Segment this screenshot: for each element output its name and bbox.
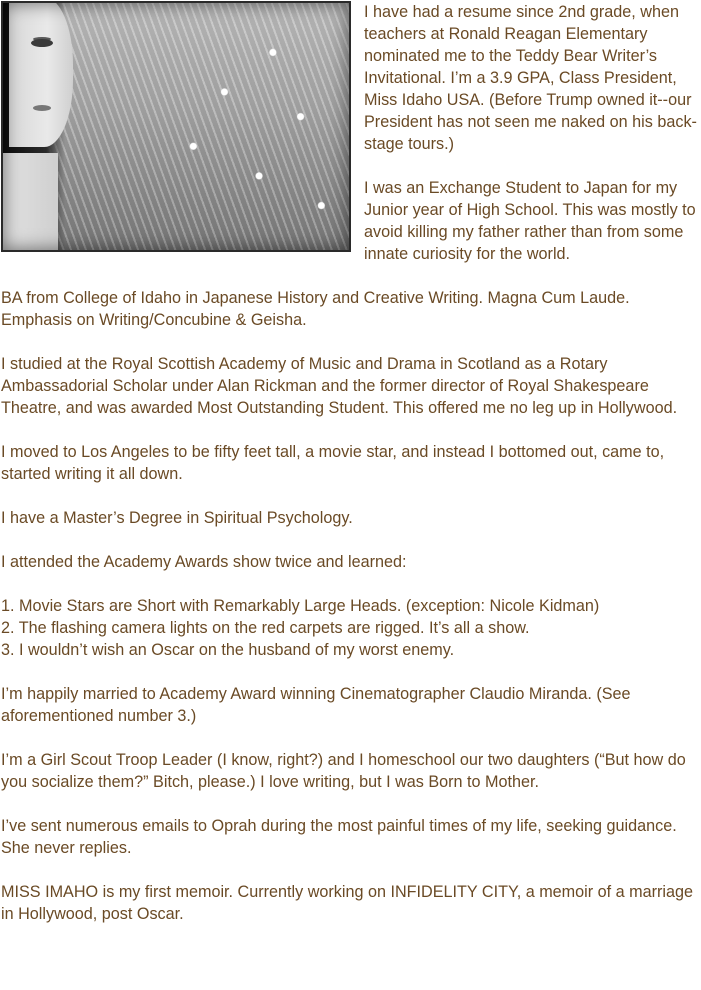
lessons-list	[1, 595, 700, 661]
bio-paragraph-royal-scottish: I studied at the Royal Scottish Academy of Music and Drama in Scotland as a Rotary Ambassadorial Scholar under Alan Rickman and the former director of Royal Shakespeare Theatre, and was awarded Most Outstanding Student. This offered me no leg up in Hollywood.	[1, 355, 678, 417]
bio-paragraph-resume: I have had a resume since 2nd grade, when teachers at Ronald Reagan Elementary nominated me to the Teddy Bear Writer’s Invitational. I’m a 3.9 GPA, Class President, Miss Idaho USA. (Before Trump owned it--our President has not seen me naked on his back-stage tours.)	[364, 3, 697, 153]
list-item: 2. The flashing camera lights on the red carpets are rigged. It’s all a show.	[1, 619, 530, 637]
bio-paragraph-married: I’m happily married to Academy Award winning Cinematographer Claudio Miranda. (See aforementioned number 3.)	[1, 685, 631, 725]
bio-paragraph-masters: I have a Master’s Degree in Spiritual Psychology.	[1, 509, 353, 527]
bio-page	[1, 1, 700, 947]
photo-vignette	[3, 3, 349, 250]
bio-paragraph-oprah: I’ve sent numerous emails to Oprah during the most painful times of my life, seeking guidance. She never replies.	[1, 817, 677, 857]
bio-paragraph-girl-scout: I’m a Girl Scout Troop Leader (I know, right?) and I homeschool our two daughters (“But how do you socialize them?” Bitch, please.) I love writing, but I was Born to Mother.	[1, 751, 686, 791]
bio-paragraph-education: BA from College of Idaho in Japanese History and Creative Writing. Magna Cum Laude. Emphasis on Writing/Concubine & Geisha.	[1, 289, 630, 329]
author-photo	[1, 1, 351, 252]
bio-paragraph-los-angeles: I moved to Los Angeles to be fifty feet tall, a movie star, and instead I bottomed out, came to, started writing it all down.	[1, 443, 665, 483]
list-item: 1. Movie Stars are Short with Remarkably Large Heads. (exception: Nicole Kidman)	[1, 597, 600, 615]
bio-paragraph-exchange: I was an Exchange Student to Japan for my Junior year of High School. This was mostly to avoid killing my father rather than from some innate curiosity for the world.	[364, 179, 696, 263]
bio-paragraph-academy-awards: I attended the Academy Awards show twice and learned:	[1, 553, 407, 571]
bio-paragraph-memoir: MISS IMAHO is my first memoir. Currently working on INFIDELITY CITY, a memoir of a marriage in Hollywood, post Oscar.	[1, 883, 694, 923]
list-item: 3. I wouldn’t wish an Oscar on the husband of my worst enemy.	[1, 641, 455, 659]
